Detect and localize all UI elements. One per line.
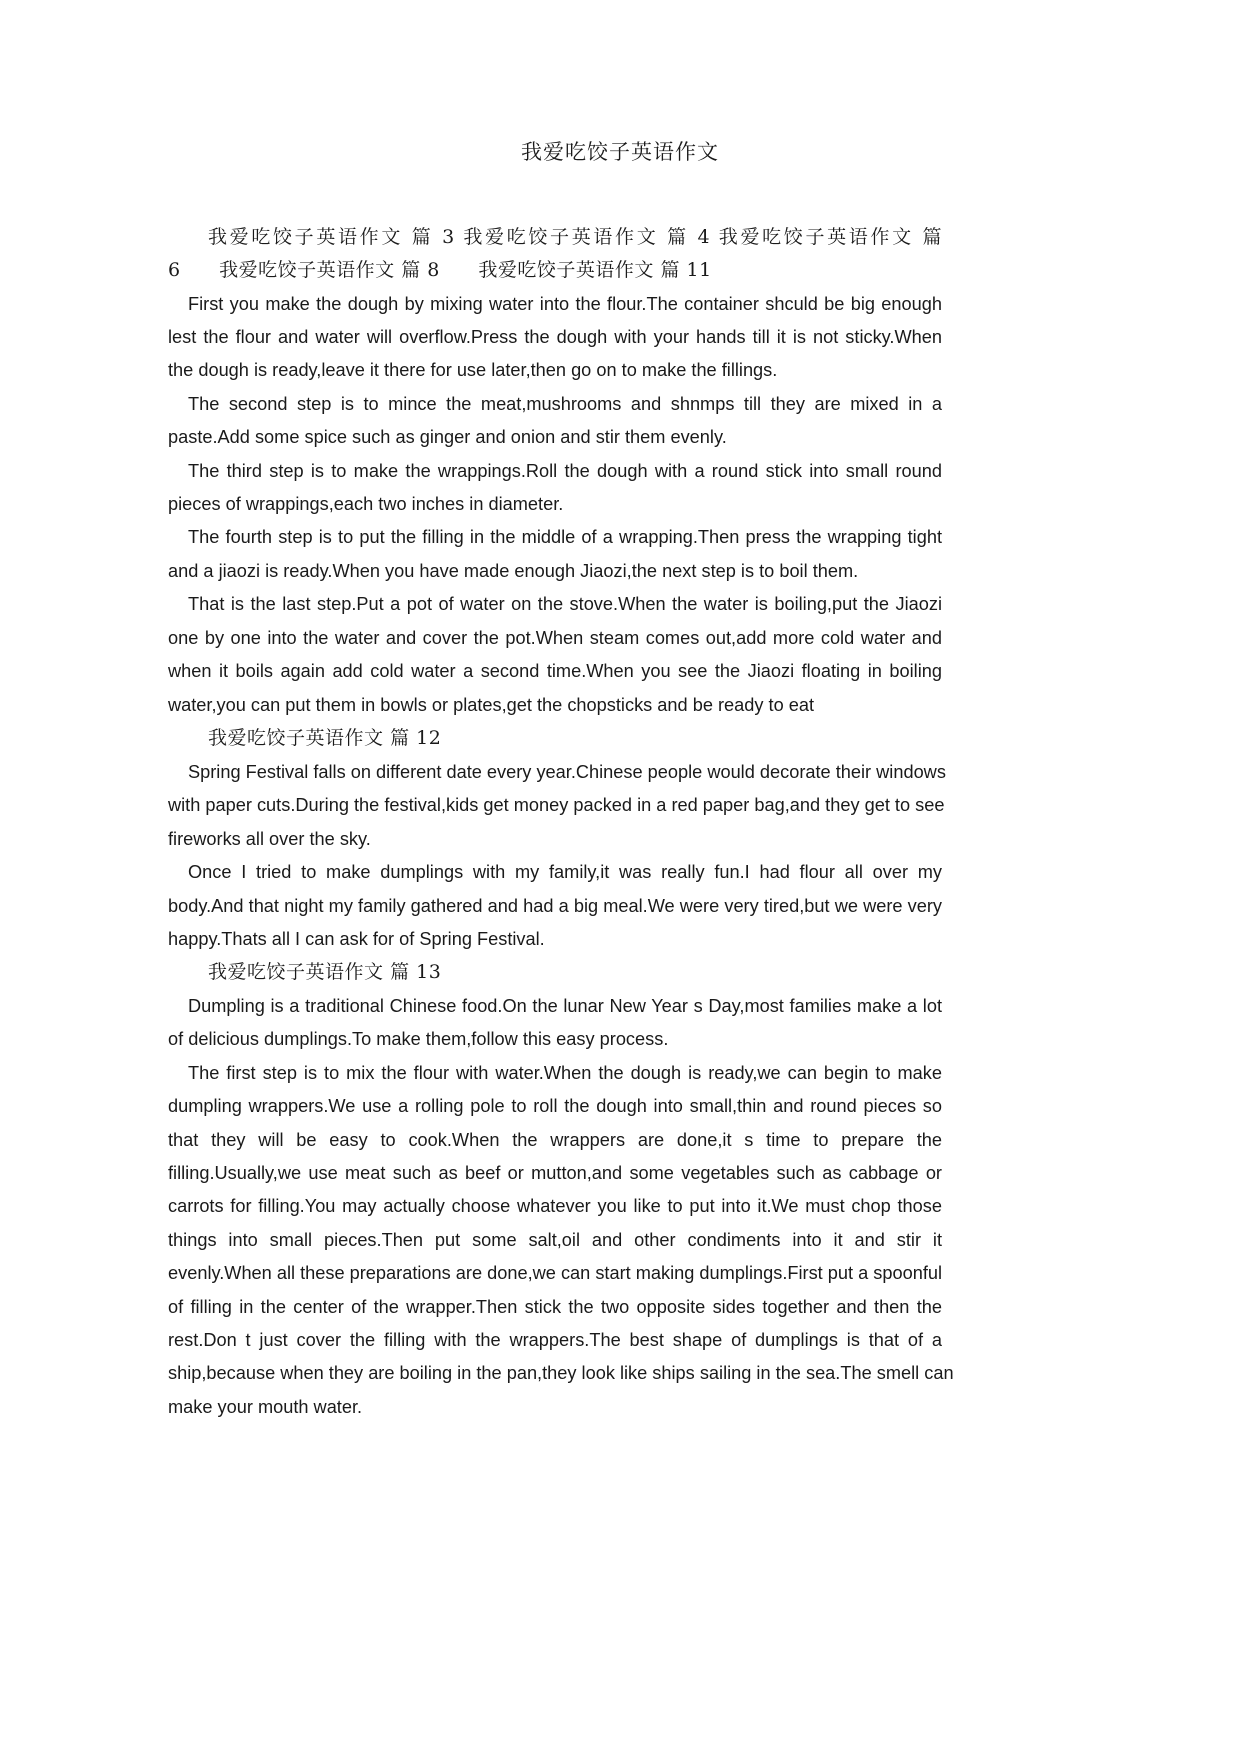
- paragraph-line: and a jiaozi is ready.When you have made enough Jiaozi,the next step is to boil them.: [168, 561, 859, 581]
- section-links-row: [208, 225, 942, 249]
- section-link-6[interactable]: [719, 226, 942, 248]
- section-heading-part: 篇 12: [390, 727, 442, 749]
- section-link-label: 我爱吃饺子英语作文: [219, 259, 395, 281]
- paragraph-line: First you make the dough by mixing water into the flour.The container shculd be big enough: [188, 294, 942, 314]
- section-link-4[interactable]: [463, 226, 710, 248]
- section-link-label: 我爱吃饺子英语作文: [463, 226, 659, 248]
- section-heading-part: 篇 13: [390, 961, 442, 983]
- paragraph-line: filling.Usually,we use meat such as beef or mutton,and some vegetables such as cabbage or: [168, 1163, 942, 1183]
- paragraph-line: dumpling wrappers.We use a rolling pole to roll the dough into small,thin and round pieces so: [168, 1096, 942, 1116]
- section-link-11[interactable]: [478, 259, 711, 281]
- paragraph-line: water,you can put them in bowls or plates,get the chopsticks and be ready to eat: [168, 695, 815, 715]
- section-link-label: 我爱吃饺子英语作文: [718, 226, 914, 248]
- paragraph-line: one by one into the water and cover the pot.When steam comes out,add more cold water and: [168, 628, 942, 648]
- paragraph-line: Spring Festival falls on different date every year.Chinese people would decorate their windows: [188, 762, 946, 782]
- section-heading-label: 我爱吃饺子英语作文: [208, 727, 384, 749]
- paragraph-line: carrots for filling.You may actually choose whatever you like to put into it.We must chop those: [168, 1196, 942, 1216]
- section-heading-13: [208, 960, 441, 984]
- section-link-6-number[interactable]: 6: [168, 259, 181, 281]
- section-heading-label: 我爱吃饺子英语作文: [208, 961, 384, 983]
- section-link-3[interactable]: [208, 226, 455, 248]
- section-link-part: 篇 8: [401, 259, 440, 281]
- section-heading-12: [208, 726, 441, 750]
- paragraph-line: paste.Add some spice such as ginger and onion and stir them evenly.: [168, 427, 727, 447]
- paragraph-line: of delicious dumplings.To make them,follow this easy process.: [168, 1029, 669, 1049]
- section-link-part: 篇: [922, 226, 942, 248]
- paragraph-line: happy.Thats all I can ask for of Spring Festival.: [168, 929, 545, 949]
- paragraph-line: The first step is to mix the flour with water.When the dough is ready,we can begin to make: [188, 1063, 942, 1083]
- document-title: 我爱吃饺子英语作文: [521, 140, 719, 164]
- paragraph-line: things into small pieces.Then put some salt,oil and other condiments into it and stir it: [168, 1230, 942, 1250]
- paragraph-line: lest the flour and water will overflow.Press the dough with your hands till it is not sticky.When: [168, 327, 942, 347]
- paragraph-line: That is the last step.Put a pot of water on the stove.When the water is boiling,put the Jiaozi: [188, 594, 942, 614]
- section-link-part: 篇 11: [660, 259, 712, 281]
- paragraph-line: with paper cuts.During the festival,kids get money packed in a red paper bag,and they get to see: [168, 795, 945, 815]
- section-link-part: 篇 3: [411, 226, 455, 248]
- paragraph-line: The second step is to mince the meat,mushrooms and shnmps till they are mixed in a: [188, 394, 942, 414]
- paragraph-line: when it boils again add cold water a second time.When you see the Jiaozi floating in boiling: [168, 661, 942, 681]
- paragraph-line: rest.Don t just cover the filling with the wrappers.The best shape of dumplings is that of a: [168, 1330, 942, 1350]
- section-links-row: [168, 258, 942, 282]
- paragraph-line: The fourth step is to put the filling in the middle of a wrapping.Then press the wrapping tight: [188, 527, 942, 547]
- paragraph-line: make your mouth water.: [168, 1397, 363, 1417]
- section-link-label: 我爱吃饺子英语作文: [208, 226, 403, 248]
- section-link-8[interactable]: [219, 259, 440, 281]
- paragraph-line: that they will be easy to cook.When the wrappers are done,it s time to prepare the: [168, 1130, 942, 1150]
- paragraph-line: the dough is ready,leave it there for use later,then go on to make the fillings.: [168, 360, 778, 380]
- paragraph-line: evenly.When all these preparations are done,we can start making dumplings.First put a spoonful: [168, 1263, 943, 1283]
- paragraph-line: fireworks all over the sky.: [168, 829, 371, 849]
- paragraph-line: ship,because when they are boiling in the pan,they look like ships sailing in the sea.The smell can: [168, 1363, 954, 1383]
- paragraph-line: Dumpling is a traditional Chinese food.On the lunar New Year s Day,most families make a lot: [188, 996, 942, 1016]
- paragraph-line: Once I tried to make dumplings with my family,it was really fun.I had flour all over my: [188, 862, 942, 882]
- section-link-label: 我爱吃饺子英语作文: [478, 259, 654, 281]
- paragraph-line: of filling in the center of the wrapper.Then stick the two opposite sides together and then the: [168, 1297, 942, 1317]
- paragraph-line: body.And that night my family gathered and had a big meal.We were very tired,but we were very: [168, 896, 942, 916]
- paragraph-line: pieces of wrappings,each two inches in diameter.: [168, 494, 564, 514]
- section-link-part: 篇 4: [667, 226, 711, 248]
- paragraph-line: The third step is to make the wrappings.Roll the dough with a round stick into small round: [188, 461, 942, 481]
